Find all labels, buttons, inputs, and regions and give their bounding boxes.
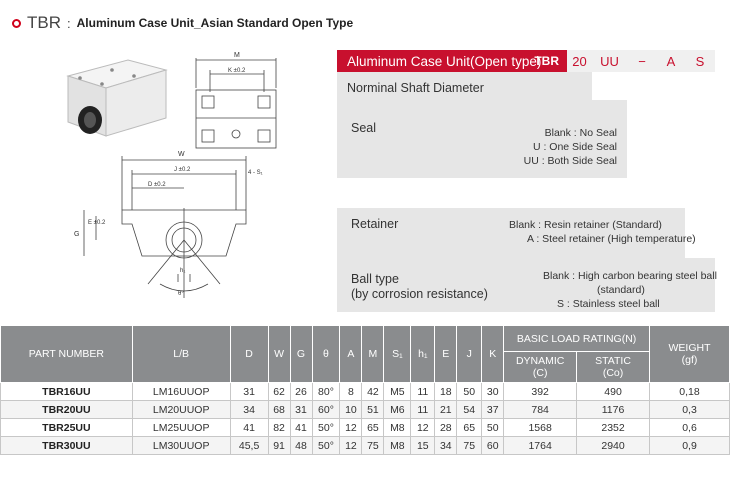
table-cell: 80° (312, 383, 340, 401)
table-cell: 68 (268, 401, 290, 419)
table-cell: 12 (340, 437, 362, 455)
row-label-diameter: Norminal Shaft Diameter (347, 81, 484, 95)
table-cell: 51 (362, 401, 384, 419)
ball-option: S : Stainless steel ball (557, 298, 660, 310)
retainer-option: Blank : Resin retainer (Standard) (509, 219, 662, 231)
table-cell: 31 (230, 383, 268, 401)
table-cell: 2940 (577, 437, 650, 455)
dim-h1: h₁ (180, 268, 186, 274)
technical-drawing (50, 48, 335, 303)
table-cell: 490 (577, 383, 650, 401)
table-cell: 75 (457, 437, 482, 455)
code-bar (337, 50, 567, 72)
table-cell: 26 (290, 383, 312, 401)
seal-options (524, 126, 617, 168)
table-cell: M6 (384, 401, 411, 419)
th-static-label: STATIC (595, 355, 631, 367)
table-cell: 8 (340, 383, 362, 401)
table-cell: 18 (435, 383, 457, 401)
th-dynamic (504, 352, 577, 383)
table-cell: 392 (504, 383, 577, 401)
th-lb: L/B (132, 326, 230, 383)
table-cell: 2352 (577, 419, 650, 437)
th-e: E (435, 326, 457, 383)
table-cell: LM30UUOP (132, 437, 230, 455)
cell-part-number: TBR20UU (1, 401, 133, 419)
th-part-number: PART NUMBER (1, 326, 133, 383)
table-cell: 12 (340, 419, 362, 437)
table-cell: 50° (312, 437, 340, 455)
retainer-option: A : Steel retainer (High temperature) (527, 233, 696, 245)
th-theta: θ (312, 326, 340, 383)
code-segment-ball: S (685, 50, 715, 72)
code-segment-dash: − (627, 50, 657, 72)
table-cell: 12 (411, 419, 435, 437)
table-cell: 1568 (504, 419, 577, 437)
table-cell: 50° (312, 419, 340, 437)
table-cell: 34 (230, 401, 268, 419)
table-cell: 0,6 (650, 419, 730, 437)
code-segment-size: 20 (567, 50, 592, 72)
table-cell: M8 (384, 437, 411, 455)
th-g: G (290, 326, 312, 383)
table-row (1, 383, 730, 401)
ordering-code-panel (337, 50, 715, 312)
th-d: D (230, 326, 268, 383)
cell-part-number: TBR30UU (1, 437, 133, 455)
seal-option: UU : Both Side Seal (523, 155, 617, 167)
ball-option: (standard) (597, 284, 645, 296)
table-cell: 42 (362, 383, 384, 401)
table-cell: 28 (435, 419, 457, 437)
table-cell: 41 (230, 419, 268, 437)
th-w: W (268, 326, 290, 383)
table-cell: 82 (268, 419, 290, 437)
table-cell: 91 (268, 437, 290, 455)
row-label-seal: Seal (351, 121, 377, 135)
th-static-sub: (Co) (602, 367, 624, 379)
ball-options (543, 269, 717, 311)
table-cell: LM25UUOP (132, 419, 230, 437)
th-s1: S₁ (384, 326, 411, 383)
table-cell: 10 (340, 401, 362, 419)
table-row (1, 419, 730, 437)
th-h1: h₁ (411, 326, 435, 383)
table-cell: 0,18 (650, 383, 730, 401)
table-cell: M8 (384, 419, 411, 437)
dim-g: G (74, 231, 80, 238)
band-gap (337, 178, 685, 179)
spec-table (0, 325, 730, 455)
th-weight-label: WEIGHT (668, 342, 711, 354)
table-cell: 11 (411, 383, 435, 401)
code-bar-label: Aluminum Case Unit(Open type) (347, 53, 542, 69)
table-cell: 54 (457, 401, 482, 419)
table-row (1, 401, 730, 419)
retainer-options (509, 218, 696, 246)
table-cell: LM16UUOP (132, 383, 230, 401)
title-subtitle: Aluminum Case Unit_Asian Standard Open Type (76, 16, 354, 30)
table-cell: 60° (312, 401, 340, 419)
table-cell: 11 (411, 401, 435, 419)
code-prefix: TBR (534, 54, 559, 68)
th-dynamic-label: DYNAMIC (515, 355, 565, 367)
table-cell: LM20UUOP (132, 401, 230, 419)
title-code: TBR (27, 13, 61, 32)
table-cell: 62 (268, 383, 290, 401)
row-label-ball-sub: (by corrosion resistance) (351, 287, 488, 301)
table-cell: 0,3 (650, 401, 730, 419)
table-cell: M5 (384, 383, 411, 401)
th-dynamic-sub: (C) (532, 367, 548, 379)
table-cell: 0,9 (650, 437, 730, 455)
dim-m: M (234, 52, 240, 59)
table-cell: 48 (290, 437, 312, 455)
th-load-rating: BASIC LOAD RATING(N) (504, 326, 650, 352)
dim-theta: θ° (178, 291, 184, 297)
product-image (68, 60, 166, 136)
table-cell: 1176 (577, 401, 650, 419)
table-cell: 50 (482, 419, 504, 437)
dim-w: W (178, 151, 185, 158)
dim-j: J ±0.2 (174, 167, 191, 173)
dim-k: K ±0.2 (228, 68, 246, 74)
cell-part-number: TBR16UU (1, 383, 133, 401)
seal-option: U : One Side Seal (532, 141, 617, 153)
th-m: M (362, 326, 384, 383)
dim-holes: 4 - S₁ (248, 170, 263, 176)
table-cell: 21 (435, 401, 457, 419)
table-cell: 50 (457, 383, 482, 401)
cell-part-number: TBR25UU (1, 419, 133, 437)
drawing-svg (50, 48, 335, 303)
spec-table-body (1, 383, 730, 455)
row-label-retainer: Retainer (351, 217, 399, 231)
title-separator: : (67, 15, 71, 31)
th-a: A (340, 326, 362, 383)
page-title (12, 13, 353, 33)
table-cell: 34 (435, 437, 457, 455)
table-cell: 784 (504, 401, 577, 419)
table-cell: 31 (290, 401, 312, 419)
table-cell: 65 (457, 419, 482, 437)
dim-d: D ±0.2 (148, 182, 166, 188)
table-cell: 45,5 (230, 437, 268, 455)
table-cell: 41 (290, 419, 312, 437)
th-j: J (457, 326, 482, 383)
code-segment-seal: UU (592, 50, 627, 72)
front-view (84, 156, 246, 298)
th-k: K (482, 326, 504, 383)
row-label-ball: Ball type (351, 272, 399, 286)
table-row (1, 437, 730, 455)
ball-option: Blank : High carbon bearing steel ball (543, 270, 717, 282)
dim-e: E ±0.2 (88, 220, 106, 226)
table-cell: 60 (482, 437, 504, 455)
th-weight (650, 326, 730, 383)
table-cell: 75 (362, 437, 384, 455)
th-weight-unit: (gf) (681, 354, 698, 366)
table-cell: 1764 (504, 437, 577, 455)
code-segment-retainer: A (657, 50, 685, 72)
table-cell: 30 (482, 383, 504, 401)
bullet-icon (12, 19, 21, 28)
th-static (577, 352, 650, 383)
table-cell: 15 (411, 437, 435, 455)
table-cell: 65 (362, 419, 384, 437)
seal-option: Blank : No Seal (544, 127, 617, 139)
table-cell: 37 (482, 401, 504, 419)
